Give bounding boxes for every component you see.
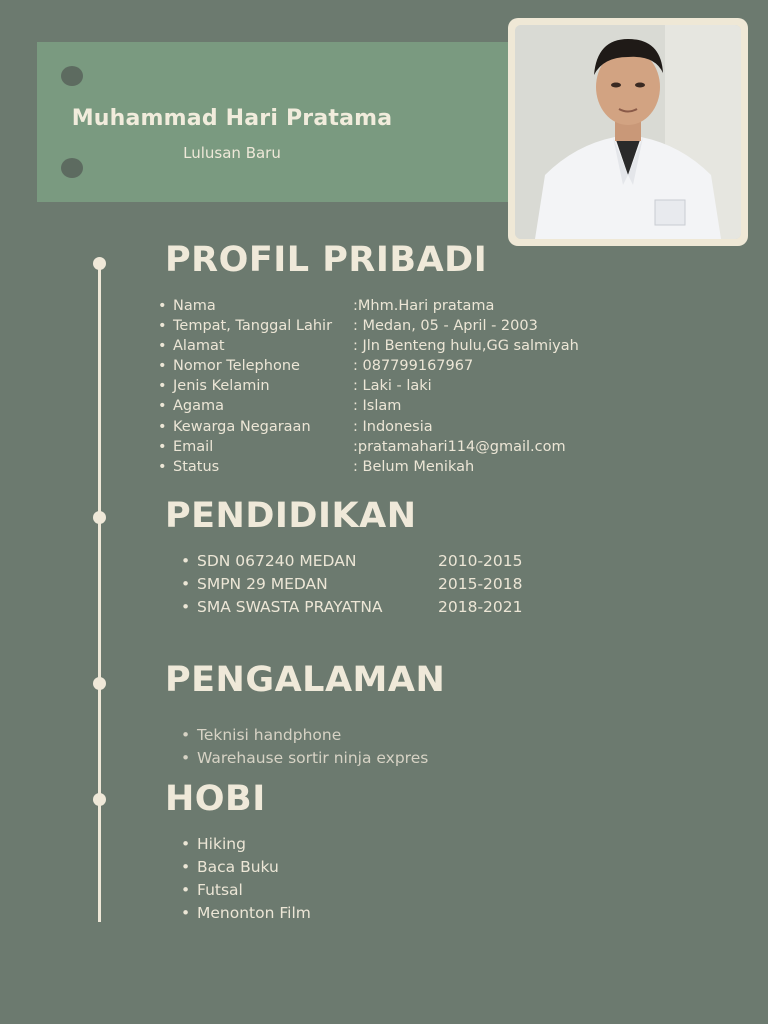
- experience-section-title: PENGALAMAN: [165, 660, 446, 700]
- profile-item-address: • Alamat : Jln Benteng hulu,GG salmiyah: [158, 336, 579, 356]
- profile-item-nationality: • Kewarga Negaraan : Indonesia: [158, 417, 579, 437]
- experience-item: • Teknisi handphone: [181, 724, 428, 747]
- hobby-list: [181, 833, 311, 925]
- punch-hole-top: [61, 66, 83, 86]
- timeline-dot-education: [93, 511, 106, 524]
- experience-list: [181, 724, 428, 770]
- profile-item-name: • Nama :Mhm.Hari pratama: [158, 296, 579, 316]
- timeline-dot-profile: [93, 257, 106, 270]
- timeline-line: [98, 262, 101, 922]
- header-banner: [37, 42, 515, 202]
- experience-item: • Warehause sortir ninja expres: [181, 747, 428, 770]
- profile-list: [158, 296, 579, 477]
- education-section-title: PENDIDIKAN: [165, 496, 417, 536]
- profile-item-status: • Status : Belum Menikah: [158, 457, 579, 477]
- education-item: • SMPN 29 MEDAN 2015-2018: [181, 573, 523, 596]
- hobby-item: • Baca Buku: [181, 856, 311, 879]
- education-item: • SDN 067240 MEDAN 2010-2015: [181, 550, 523, 573]
- profile-item-religion: • Agama : Islam: [158, 396, 579, 416]
- hobbies-section-title: HOBI: [165, 779, 266, 819]
- photo-frame: [508, 18, 748, 246]
- timeline-dot-experience: [93, 677, 106, 690]
- profile-photo: [515, 25, 741, 239]
- hobby-item: • Futsal: [181, 879, 311, 902]
- timeline-dot-hobbies: [93, 793, 106, 806]
- person-photo-illustration: [515, 25, 741, 239]
- profile-section-title: PROFIL PRIBADI: [165, 240, 488, 280]
- education-item: • SMA SWASTA PRAYATNA 2018-2021: [181, 596, 523, 619]
- job-subtitle: Lulusan Baru: [183, 144, 281, 162]
- full-name: Muhammad Hari Pratama: [71, 106, 393, 131]
- profile-item-gender: • Jenis Kelamin : Laki - laki: [158, 376, 579, 396]
- profile-item-birth: • Tempat, Tanggal Lahir : Medan, 05 - April - 2003: [158, 316, 579, 336]
- profile-item-email: • Email :pratamahari114@gmail.com: [158, 437, 579, 457]
- profile-item-phone: • Nomor Telephone : 087799167967: [158, 356, 579, 376]
- hobby-item: • Menonton Film: [181, 902, 311, 925]
- hobby-item: • Hiking: [181, 833, 311, 856]
- education-list: [181, 550, 523, 619]
